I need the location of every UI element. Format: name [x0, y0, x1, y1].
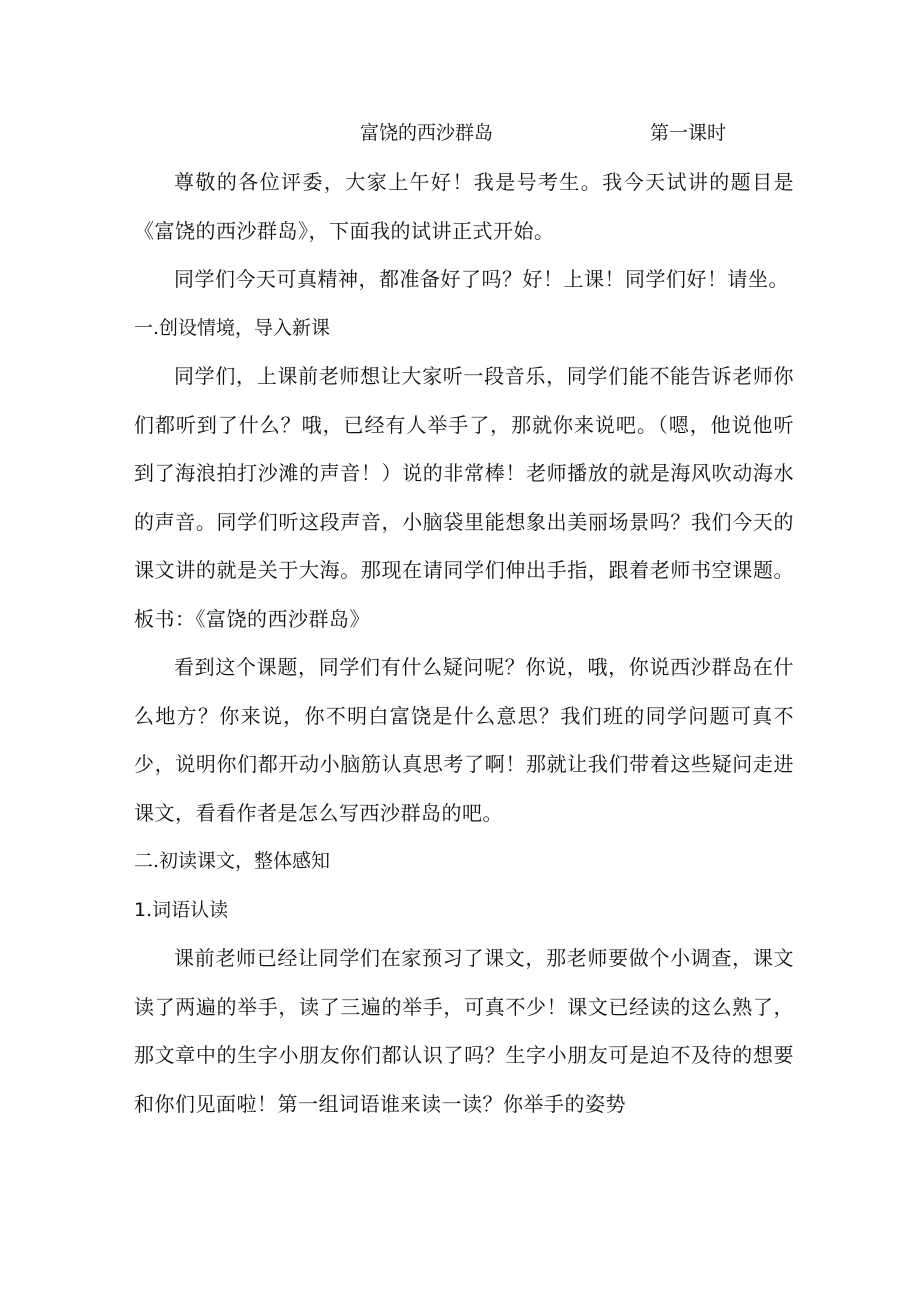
- subsection-title: .词语认读: [146, 898, 229, 921]
- section-heading-2: 二.初读课文，整体感知: [134, 850, 331, 872]
- subsection-heading: [134, 886, 794, 935]
- document-body: [134, 158, 794, 1128]
- paragraph-greeting: 尊敬的各位评委，大家上午好！我是号考生。我今天试讲的题目是《富饶的西沙群岛》，下面我的试讲正式开始。: [134, 170, 794, 243]
- document-title: 富饶的西沙群岛: [360, 122, 494, 144]
- paragraph-word-reading: 课前老师已经让同学们在家预习了课文，那老师要做个小调查，课文读了两遍的举手，读了三遍的举手，可真不少！课文已经读的这么熟了，那文章中的生字小朋友你们都认识了吗？生字小朋友可是迫不及待的想要和你们见面啦！第一组词语谁来读一读？你举手的姿势: [134, 946, 794, 1116]
- subsection-number: 1: [134, 898, 147, 921]
- lesson-label: 第一课时: [650, 122, 727, 144]
- title-row: [0, 118, 920, 148]
- section-heading-1: 一.创设情境，导入新课: [134, 316, 331, 339]
- paragraph-class-start: 同学们今天可真精神，都准备好了吗？好！上课！同学们好！请坐。: [174, 267, 789, 291]
- paragraph-questions: 看到这个课题，同学们有什么疑问呢？你说，哦，你说西沙群岛在什么地方？你来说，你不明白富饶是什么意思？我们班的同学问题可真不少，说明你们都开动小脑筋认真思考了啊！那就让我们带着这些疑问走进课文，看看作者是怎么写西沙群岛的吧。: [134, 655, 794, 825]
- paragraph-intro-music: 同学们，上课前老师想让大家听一段音乐，同学们能不能告诉老师你们都听到了什么？哦，已经有人举手了，那就你来说吧。（嗯，他说他听到了海浪拍打沙滩的声音！）说的非常棒！老师播放的就是海风吹动海水的声音。同学们听这段声音，小脑袋里能想象出美丽场景吗？我们今天的课文讲的就是关于大海。那现在请同学们伸出手指，跟着老师书空课题。板书：《富饶的西沙群岛》: [134, 364, 794, 631]
